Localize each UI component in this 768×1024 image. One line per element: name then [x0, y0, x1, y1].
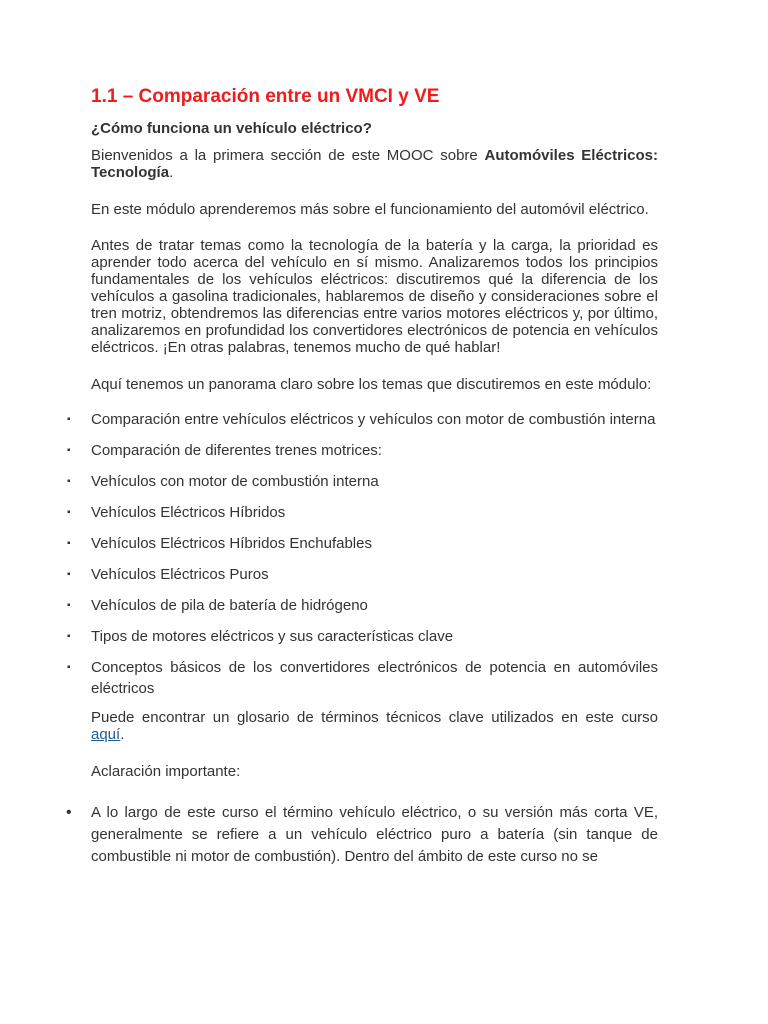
module-paragraph: En este módulo aprenderemos más sobre el funcionamiento del automóvil eléctrico.: [91, 201, 649, 218]
list-item: [67, 471, 658, 492]
square-bullet-icon: ▪: [67, 445, 71, 456]
section-subtitle: ¿Cómo funciona un vehículo eléctrico?: [91, 120, 372, 137]
glossary-paragraph: [91, 709, 658, 743]
overview-paragraph: Aquí tenemos un panorama claro sobre los temas que discutiremos en este módulo:: [91, 376, 652, 393]
list-item-text: Tipos de motores eléctricos y sus características clave: [91, 628, 454, 645]
round-bullet-icon: •: [66, 804, 72, 821]
document-content: [66, 86, 658, 868]
list-item-text: Vehículos de pila de batería de hidrógeno: [91, 597, 368, 614]
list-item: [67, 564, 658, 585]
intro-paragraph: [91, 147, 658, 181]
glossary-link[interactable]: aquí: [91, 726, 121, 743]
list-item: [67, 533, 658, 554]
square-bullet-icon: ▪: [67, 538, 71, 549]
topics-list: [67, 409, 658, 699]
square-bullet-icon: ▪: [67, 600, 71, 611]
intro-punctuation: .: [169, 164, 174, 181]
clarification-list: [66, 802, 658, 868]
glossary-text: Puede encontrar un glosario de términos técnicos clave utilizados en este curso: [91, 709, 658, 726]
list-item: [67, 595, 658, 616]
square-bullet-icon: ▪: [67, 476, 71, 487]
section-title: 1.1 – Comparación entre un VMCI y VE: [91, 86, 440, 107]
list-item-text: Comparación de diferentes trenes motrices:: [91, 442, 382, 459]
list-item-text: Vehículos Eléctricos Híbridos: [91, 504, 286, 521]
glossary-punctuation: .: [120, 726, 125, 743]
square-bullet-icon: ▪: [67, 662, 71, 673]
square-bullet-icon: ▪: [67, 414, 71, 425]
list-item: [67, 502, 658, 523]
square-bullet-icon: ▪: [67, 631, 71, 642]
list-item: [67, 409, 658, 430]
list-item: [67, 440, 658, 461]
square-bullet-icon: ▪: [67, 507, 71, 518]
intro-course-name: Automóviles Eléctricos: Tecnología: [91, 147, 658, 181]
list-item: [67, 626, 658, 647]
list-item-text: Vehículos Eléctricos Puros: [91, 566, 269, 583]
list-item-text: Conceptos básicos de los convertidores electrónicos de potencia en automóviles eléctricos: [91, 659, 658, 697]
intro-text: Bienvenidos a la primera sección de este MOOC sobre: [91, 147, 485, 164]
list-item: [67, 657, 658, 699]
clarification-text: A lo largo de este curso el término vehículo eléctrico, o su versión más corta VE, generalmente se refiere a un vehículo eléctrico puro a batería (sin tanque de combustible ni motor de combustión). Dentro del ámbito de este curso no se: [91, 804, 658, 865]
list-item-text: Comparación entre vehículos eléctricos y vehículos con motor de combustión interna: [91, 411, 656, 428]
square-bullet-icon: ▪: [67, 569, 71, 580]
clarification-heading: Aclaración importante:: [91, 763, 241, 780]
list-item: [66, 802, 658, 868]
list-item-text: Vehículos Eléctricos Híbridos Enchufables: [91, 535, 372, 552]
priority-paragraph: Antes de tratar temas como la tecnología de la batería y la carga, la prioridad es aprender todo acerca del vehículo en sí mismo. Analizaremos todos los principios fundamentales de los vehículos eléctricos: discutiremos qué la diferencia de los vehículos a gasolina tradicionales, hablaremos de diseño y consideraciones sobre el tren motriz, obtendremos las diferencias entre varios motores eléctricos y, por último, analizaremos en profundidad los convertidores electrónicos de potencia en vehículos eléctricos. ¡En otras palabras, tenemos mucho de qué hablar!: [91, 237, 658, 356]
list-item-text: Vehículos con motor de combustión interna: [91, 473, 379, 490]
